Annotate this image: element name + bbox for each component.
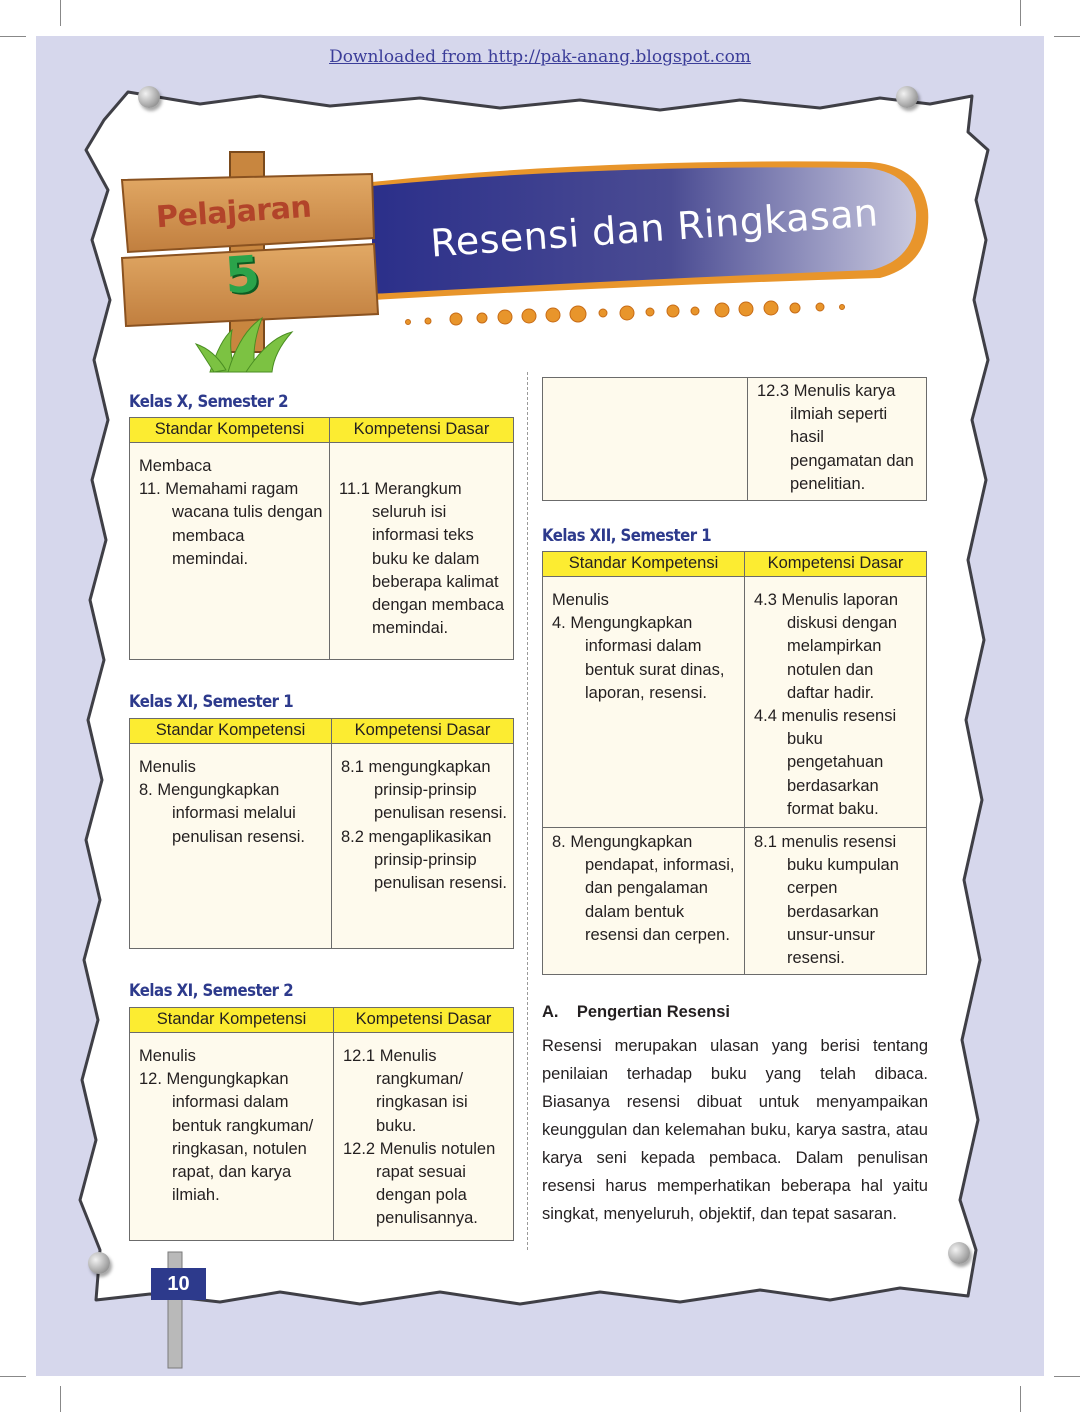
kd-item: 4.3 Menulis laporan diskusi dengan melampirkan notulen dan daftar hadir.	[754, 591, 899, 702]
column-header: Kompetensi Dasar	[334, 1008, 514, 1033]
column-header: Standar Kompetensi	[130, 418, 330, 443]
kd-cell	[330, 443, 514, 660]
kd-item: 8.2 mengaplikasikan prinsip-prinsip penulisan resensi.	[341, 827, 507, 893]
column-header: Kompetensi Dasar	[332, 719, 514, 744]
sk-heading: Menulis	[139, 758, 196, 776]
competency-table	[129, 1007, 514, 1241]
column-divider	[527, 372, 528, 1250]
competency-table-continued	[542, 377, 927, 501]
column-header: Kompetensi Dasar	[745, 552, 927, 577]
kd-item: 12.3 Menulis karya ilmiah seperti hasil pengamatan dan penelitian.	[757, 382, 914, 493]
column-header: Standar Kompetensi	[130, 1008, 334, 1033]
kd-item: 4.4 menulis resensi buku pengetahuan berdasarkan format baku.	[754, 707, 897, 818]
sk-cell	[130, 744, 332, 949]
kd-cell	[748, 378, 927, 501]
download-source-link[interactable]: Downloaded from http://pak-anang.blogspot.com	[329, 47, 751, 67]
body-paragraph: Resensi merupakan ulasan yang berisi tentang penilaian terhadap buku yang telah dibaca. Biasanya resensi dibuat untuk menyampaikan keunggulan dan kelemahan buku, karya sastra, atau karya seni kepada pembaca. Dalam penulisan resensi harus memperhatikan beberapa hal yaitu singkat, menyeluruh, objektif, dan tepat sasaran.	[542, 1037, 928, 1223]
sk-heading: Menulis	[139, 1047, 196, 1065]
section-label: Kelas XI, Semester 2	[129, 981, 294, 1001]
sk-item: 12. Mengungkapkan informasi dalam bentuk rangkuman/ ringkasan, notulen rapat, dan karya ilmiah.	[139, 1070, 314, 1205]
kd-item: 11.1 Merangkum seluruh isi informasi teks buku ke dalam beberapa kalimat dengan membaca memindai.	[339, 480, 505, 638]
section-label: Kelas XI, Semester 1	[129, 692, 294, 712]
section-heading: A. Pengertian Resensi	[542, 1003, 730, 1021]
competency-table	[129, 718, 514, 949]
pushpin-icon	[88, 1252, 110, 1274]
kd-cell	[745, 828, 927, 975]
kd-cell	[745, 577, 927, 828]
pushpin-icon	[896, 86, 918, 108]
kd-cell	[334, 1033, 514, 1241]
chapter-title: Resensi dan Ringkasan	[429, 190, 880, 266]
chapter-number: 5	[223, 244, 262, 306]
sk-item: 8. Mengungkapkan pendapat, informasi, dan pengalaman dalam bentuk resensi dan cerpen.	[552, 833, 735, 944]
kd-cell	[332, 744, 514, 949]
kd-item: 8.1 menulis resensi buku kumpulan cerpen berdasarkan unsur-unsur resensi.	[754, 833, 899, 968]
sk-item: 8. Mengungkapkan informasi melalui penulisan resensi.	[139, 781, 305, 846]
column-header: Standar Kompetensi	[543, 552, 745, 577]
sk-cell	[543, 828, 745, 975]
competency-table	[542, 551, 927, 975]
sk-heading: Menulis	[552, 591, 609, 609]
sk-heading: Membaca	[139, 457, 212, 475]
sk-cell	[543, 577, 745, 828]
sk-cell	[130, 443, 330, 660]
kd-item: 12.1 Menulis rangkuman/ ringkasan isi buku.	[343, 1047, 468, 1135]
section-label: Kelas XII, Semester 1	[542, 526, 712, 546]
kd-item: 8.1 mengungkapkan prinsip-prinsip penulisan resensi.	[341, 758, 507, 823]
sk-cell	[130, 1033, 334, 1241]
section-label: Kelas X, Semester 2	[129, 392, 289, 412]
sk-item: 4. Mengungkapkan informasi dalam bentuk surat dinas, laporan, resensi.	[552, 614, 725, 702]
kd-item: 12.2 Menulis notulen rapat sesuai dengan pola penulisannya.	[343, 1139, 496, 1228]
chapter-label: Pelajaran	[154, 189, 313, 236]
page-number: 10	[151, 1268, 206, 1300]
competency-table	[129, 417, 514, 660]
sk-cell	[543, 378, 748, 501]
sk-item: 11. Memahami ragam wacana tulis dengan membaca memindai.	[139, 480, 323, 568]
pushpin-icon	[948, 1242, 970, 1264]
pushpin-icon	[138, 86, 160, 108]
column-header: Kompetensi Dasar	[330, 418, 514, 443]
column-header: Standar Kompetensi	[130, 719, 332, 744]
